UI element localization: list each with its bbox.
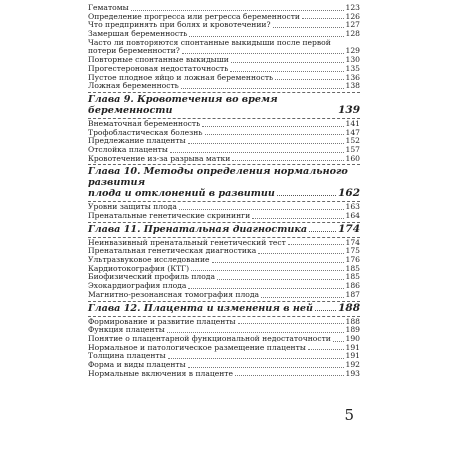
toc-entry-page: 152: [345, 136, 360, 146]
toc-entry-page: 127: [345, 20, 360, 30]
toc-entry-page: 141: [345, 118, 360, 128]
toc-entry-title: Отслойка плаценты: [88, 144, 168, 154]
toc-entry-page: 192: [345, 359, 360, 369]
toc-entry-title: Биофизический профиль плода: [88, 272, 216, 282]
toc-entry-title-line2: потери беременности?: [88, 46, 180, 56]
toc-entry-title: Нормальное и патологическое размещение плаценты: [88, 342, 306, 352]
toc-entry-page: 187: [345, 289, 360, 299]
leader-dots: [167, 331, 344, 333]
leader-dots: [188, 287, 343, 289]
leader-dots: [205, 133, 344, 135]
leader-dots: [315, 310, 336, 311]
leader-dots: [277, 195, 336, 196]
leader-dots: [212, 261, 344, 263]
toc-entry-title: Повторные спонтанные выкидыши: [88, 55, 229, 65]
toc-entry-page: 147: [345, 127, 360, 137]
toc-entry-page: 176: [345, 255, 360, 265]
toc-entry-title: Прогестероновая недостаточность: [88, 63, 229, 73]
toc-entry-title: Внематочная беременность: [88, 118, 201, 128]
toc-entry-title: Кардиотокография (КТГ): [88, 263, 190, 273]
toc-entry-page: 126: [345, 11, 360, 21]
chapter-heading: [88, 303, 360, 314]
toc-entry-title: Пренатальные генетические скрининги: [88, 211, 251, 221]
toc-entry-title-line1: Часто ли повторяются спонтанные выкидыши после первой: [88, 37, 331, 47]
toc-entry-page: 188: [345, 316, 360, 326]
leader-dots: [170, 151, 344, 153]
toc-entry-title: Кровотечение из-за разрыва матки: [88, 153, 231, 163]
chapter-heading: [88, 166, 360, 199]
leader-dots: [202, 125, 343, 127]
toc-entry-title: Предлежание плаценты: [88, 136, 186, 146]
toc-entry-title: Ультразвуковое исследование: [88, 255, 210, 265]
toc-entry-title: Неинвазивный пренатальный генетический тест: [88, 237, 286, 247]
leader-dots: [179, 208, 344, 210]
leader-dots: [333, 340, 344, 342]
toc-entry-page: 160: [345, 153, 360, 163]
section-divider: [88, 222, 360, 223]
toc-entry-page: 185: [345, 263, 360, 273]
toc-entry-page: 164: [345, 211, 360, 221]
chapter-title: Глава 11. Пренатальная диагностика: [88, 223, 308, 235]
chapter-title-line2: плода и отклонений в развитии: [88, 188, 275, 200]
toc-entry-title: Пустое плодное яйцо и ложная беременность: [88, 72, 274, 82]
leader-dots: [309, 231, 336, 232]
leader-dots: [188, 366, 344, 368]
leader-dots: [288, 243, 344, 245]
section-divider: [88, 164, 360, 165]
toc-entry: [88, 39, 360, 56]
toc-entry-title: Трофобластическая болезнь: [88, 127, 203, 137]
toc-entry-page: 130: [345, 55, 360, 65]
toc-entry-page: 138: [345, 81, 360, 91]
leader-dots: [238, 322, 344, 324]
toc-entry-title: Толщина плаценты: [88, 351, 166, 361]
toc-entry-page: 191: [345, 351, 360, 361]
leader-dots: [235, 374, 344, 376]
toc-entry: [88, 291, 360, 300]
toc-entry: [88, 82, 360, 91]
toc-entry-title: Что предпринять при болях и кровотечении?: [88, 20, 271, 30]
leader-dots: [217, 278, 343, 280]
leader-dots: [181, 87, 344, 89]
table-of-contents: [88, 4, 360, 378]
chapter-page: 188: [338, 301, 360, 314]
leader-dots: [308, 348, 344, 350]
toc-entry-title: Ложная беременность: [88, 81, 179, 91]
chapter-title-line1: Глава 10. Методы определения нормального развития: [88, 166, 348, 189]
leader-dots: [275, 78, 343, 80]
leader-dots: [232, 159, 343, 161]
toc-entry-page: 163: [345, 202, 360, 212]
toc-entry-title: Магнитно-резонансная томография плода: [88, 289, 260, 299]
toc-entry: [88, 155, 360, 164]
toc-entry-title: Формирование и развитие плаценты: [88, 316, 236, 326]
section-divider: [88, 301, 360, 302]
toc-entry-page: 175: [345, 246, 360, 256]
toc-entry: [88, 370, 360, 379]
toc-entry-page: 123: [345, 2, 360, 12]
toc-entry-page: 185: [345, 272, 360, 282]
toc-entry-title: Функция плаценты: [88, 325, 165, 335]
chapter-heading: [88, 94, 360, 116]
toc-entry: [88, 212, 360, 221]
leader-dots: [252, 217, 343, 219]
leader-dots: [261, 296, 343, 298]
toc-entry-page: 190: [345, 333, 360, 343]
chapter-page: 139: [338, 103, 360, 116]
toc-entry-page: 186: [345, 281, 360, 291]
leader-dots: [189, 35, 343, 37]
toc-entry-page: 136: [345, 72, 360, 82]
page-number: 5: [344, 406, 354, 424]
toc-entry-page: 193: [345, 368, 360, 378]
leader-dots: [273, 26, 344, 28]
toc-entry-line2-row: [88, 47, 360, 56]
toc-entry-title: Эхокардиография плода: [88, 281, 187, 291]
toc-entry-page: 189: [345, 325, 360, 335]
leader-dots: [182, 52, 344, 54]
leader-dots: [131, 9, 344, 11]
toc-entry-title: Понятие о плацентарной функциональной недостаточности: [88, 333, 331, 343]
toc-entry-title: Нормальные включения в плаценте: [88, 368, 233, 378]
toc-entry-title: Уровни защиты плода: [88, 202, 177, 212]
leader-dots: [168, 357, 344, 359]
toc-entry-page: 135: [345, 63, 360, 73]
section-divider: [88, 92, 360, 93]
leader-dots: [258, 252, 343, 254]
toc-entry-title: Форма и виды плаценты: [88, 359, 186, 369]
toc-entry-page: 157: [345, 144, 360, 154]
leader-dots: [191, 269, 343, 271]
toc-entry-page: 174: [345, 237, 360, 247]
toc-entry-title: Пренатальная генетическая диагностика: [88, 246, 257, 256]
toc-entry-page: 129: [345, 46, 360, 56]
chapter-heading: [88, 224, 360, 235]
toc-entry-title: Определение прогресса или регресса беременности: [88, 11, 300, 21]
toc-entry-title: Гематомы: [88, 2, 129, 12]
leader-dots: [302, 17, 344, 19]
leader-dots: [188, 142, 344, 144]
chapter-title: Глава 12. Плацента и изменения в ней: [88, 302, 313, 314]
chapter-page: 174: [338, 222, 360, 235]
toc-entry-title: Замершая беременность: [88, 29, 188, 39]
chapter-title-line2-row: [88, 188, 360, 199]
chapter-page: 162: [338, 187, 360, 200]
leader-dots: [230, 70, 343, 72]
chapter-title: Глава 9. Кровотечения во время беременности: [88, 93, 278, 116]
toc-entry-page: 128: [345, 29, 360, 39]
leader-dots: [231, 61, 344, 63]
toc-entry-page: 191: [345, 342, 360, 352]
